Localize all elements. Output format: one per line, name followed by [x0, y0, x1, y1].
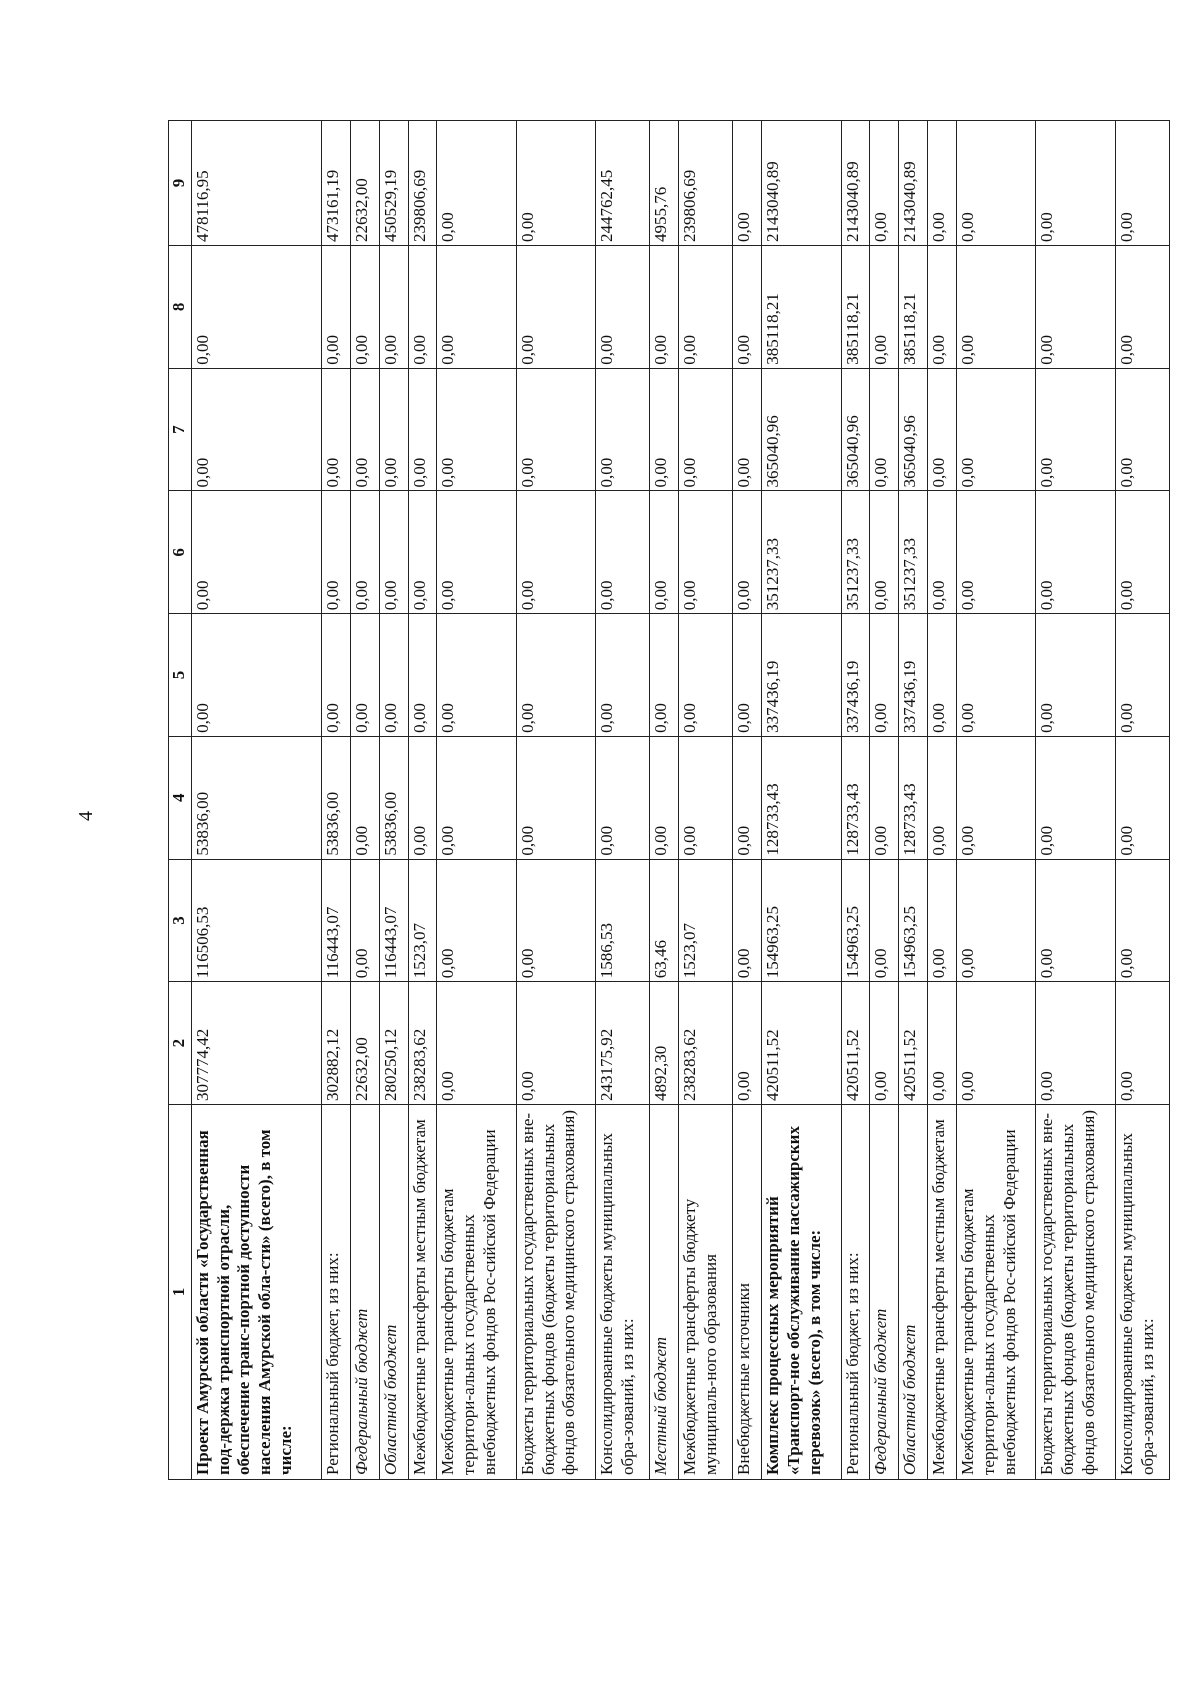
value-cell: 0,00	[350, 491, 379, 614]
row-label: Бюджеты территориальных государственных вне-бюджетных фондов (бюджеты территориальных фондов обязательного медицинского страхования)	[1036, 1105, 1115, 1480]
table-row	[733, 121, 762, 1480]
table-header-row	[169, 121, 192, 1480]
value-cell: 0,00	[192, 491, 322, 614]
table-row	[899, 121, 928, 1480]
value-cell: 0,00	[516, 121, 595, 246]
value-cell: 0,00	[679, 246, 733, 369]
table-row	[192, 121, 322, 1480]
table-row	[1036, 121, 1115, 1480]
value-cell: 128733,43	[899, 736, 928, 859]
row-label: Областной бюджет	[379, 1105, 408, 1480]
column-header: 6	[169, 491, 192, 614]
value-cell: 365040,96	[841, 368, 870, 491]
value-cell: 128733,43	[841, 736, 870, 859]
value-cell: 0,00	[957, 368, 1036, 491]
value-cell: 2143040,89	[841, 121, 870, 246]
value-cell: 0,00	[437, 491, 516, 614]
value-cell: 53836,00	[192, 736, 322, 859]
table-row	[841, 121, 870, 1480]
value-cell: 0,00	[516, 859, 595, 982]
value-cell: 0,00	[1036, 368, 1115, 491]
value-cell: 0,00	[1036, 246, 1115, 369]
value-cell: 0,00	[957, 246, 1036, 369]
value-cell: 238283,62	[408, 982, 437, 1105]
value-cell: 0,00	[596, 246, 650, 369]
budget-table	[168, 120, 1170, 1480]
value-cell: 0,00	[733, 121, 762, 246]
row-label: Региональный бюджет, из них:	[841, 1105, 870, 1480]
value-cell: 0,00	[870, 121, 899, 246]
value-cell: 280250,12	[379, 982, 408, 1105]
row-label: Бюджеты территориальных государственных вне-бюджетных фондов (бюджеты территориальных фондов обязательного медицинского страхования)	[516, 1105, 595, 1480]
value-cell: 337436,19	[762, 614, 841, 737]
table-body	[192, 121, 1170, 1480]
value-cell: 0,00	[596, 736, 650, 859]
value-cell: 0,00	[516, 491, 595, 614]
value-cell: 0,00	[437, 736, 516, 859]
value-cell: 0,00	[957, 121, 1036, 246]
value-cell: 385118,21	[841, 246, 870, 369]
value-cell: 0,00	[516, 736, 595, 859]
row-label: Областной бюджет	[899, 1105, 928, 1480]
table-row	[650, 121, 679, 1480]
column-header: 4	[169, 736, 192, 859]
value-cell: 0,00	[928, 859, 957, 982]
value-cell: 0,00	[350, 614, 379, 737]
value-cell: 0,00	[408, 491, 437, 614]
value-cell: 4955,76	[650, 121, 679, 246]
value-cell: 244762,45	[596, 121, 650, 246]
value-cell: 0,00	[870, 491, 899, 614]
row-label: Региональный бюджет, из них:	[321, 1105, 350, 1480]
value-cell: 420511,52	[899, 982, 928, 1105]
table-row	[762, 121, 841, 1480]
value-cell: 0,00	[733, 491, 762, 614]
value-cell: 0,00	[596, 368, 650, 491]
value-cell: 0,00	[733, 736, 762, 859]
value-cell: 365040,96	[762, 368, 841, 491]
table-row	[321, 121, 350, 1480]
value-cell: 0,00	[379, 246, 408, 369]
value-cell: 0,00	[679, 491, 733, 614]
value-cell: 0,00	[321, 491, 350, 614]
row-label: Консолидированные бюджеты муниципальных обра-зований, из них:	[596, 1105, 650, 1480]
value-cell: 385118,21	[899, 246, 928, 369]
value-cell: 0,00	[679, 368, 733, 491]
value-cell: 0,00	[870, 246, 899, 369]
value-cell: 0,00	[350, 368, 379, 491]
value-cell: 0,00	[957, 982, 1036, 1105]
table-row	[350, 121, 379, 1480]
value-cell: 4892,30	[650, 982, 679, 1105]
column-header: 9	[169, 121, 192, 246]
value-cell: 53836,00	[321, 736, 350, 859]
value-cell: 0,00	[650, 246, 679, 369]
value-cell: 0,00	[1036, 736, 1115, 859]
value-cell: 0,00	[379, 491, 408, 614]
value-cell: 0,00	[957, 859, 1036, 982]
value-cell: 0,00	[650, 614, 679, 737]
value-cell: 0,00	[516, 982, 595, 1105]
value-cell: 0,00	[408, 614, 437, 737]
column-header: 7	[169, 368, 192, 491]
value-cell: 478116,95	[192, 121, 322, 246]
value-cell: 0,00	[516, 368, 595, 491]
row-label: Межбюджетные трансферты местным бюджетам	[928, 1105, 957, 1480]
table-row	[408, 121, 437, 1480]
value-cell: 450529,19	[379, 121, 408, 246]
value-cell: 0,00	[870, 982, 899, 1105]
value-cell: 0,00	[650, 736, 679, 859]
value-cell: 0,00	[1036, 121, 1115, 246]
value-cell: 0,00	[321, 246, 350, 369]
value-cell: 1586,53	[596, 859, 650, 982]
value-cell: 0,00	[1115, 859, 1169, 982]
value-cell: 0,00	[379, 368, 408, 491]
row-label: Федеральный бюджет	[350, 1105, 379, 1480]
value-cell: 0,00	[957, 736, 1036, 859]
value-cell: 0,00	[192, 614, 322, 737]
value-cell: 128733,43	[762, 736, 841, 859]
value-cell: 0,00	[596, 614, 650, 737]
column-header: 3	[169, 859, 192, 982]
value-cell: 0,00	[321, 368, 350, 491]
value-cell: 0,00	[192, 368, 322, 491]
row-label: Межбюджетные трансферты местным бюджетам	[408, 1105, 437, 1480]
table-row	[379, 121, 408, 1480]
value-cell: 0,00	[379, 614, 408, 737]
value-cell: 116443,07	[379, 859, 408, 982]
value-cell: 2143040,89	[899, 121, 928, 246]
value-cell: 1523,07	[408, 859, 437, 982]
value-cell: 0,00	[350, 246, 379, 369]
value-cell: 0,00	[408, 736, 437, 859]
value-cell: 0,00	[1115, 368, 1169, 491]
value-cell: 0,00	[928, 614, 957, 737]
value-cell: 0,00	[1115, 736, 1169, 859]
value-cell: 0,00	[437, 982, 516, 1105]
value-cell: 154963,25	[762, 859, 841, 982]
value-cell: 0,00	[1115, 614, 1169, 737]
value-cell: 0,00	[928, 246, 957, 369]
row-label: Консолидированные бюджеты муниципальных обра-зований, из них:	[1115, 1105, 1169, 1480]
value-cell: 307774,42	[192, 982, 322, 1105]
value-cell: 239806,69	[408, 121, 437, 246]
value-cell: 420511,52	[841, 982, 870, 1105]
value-cell: 351237,33	[762, 491, 841, 614]
value-cell: 63,46	[650, 859, 679, 982]
value-cell: 0,00	[408, 246, 437, 369]
value-cell: 243175,92	[596, 982, 650, 1105]
row-label: Межбюджетные трансферты бюджетам территори-альных государственных внебюджетных фондов Рос-сийской Федерации	[957, 1105, 1036, 1480]
value-cell: 154963,25	[899, 859, 928, 982]
value-cell: 302882,12	[321, 982, 350, 1105]
table-row	[1115, 121, 1169, 1480]
value-cell: 239806,69	[679, 121, 733, 246]
value-cell: 0,00	[437, 121, 516, 246]
rotated-table-container	[168, 120, 1170, 1480]
value-cell: 0,00	[733, 368, 762, 491]
column-header: 1	[169, 1105, 192, 1480]
value-cell: 0,00	[350, 859, 379, 982]
value-cell: 473161,19	[321, 121, 350, 246]
value-cell: 0,00	[1115, 982, 1169, 1105]
value-cell: 337436,19	[841, 614, 870, 737]
value-cell: 1523,07	[679, 859, 733, 982]
row-label: Межбюджетные трансферты бюджетам территори-альных государственных внебюджетных фондов Рос-сийской Федерации	[437, 1105, 516, 1480]
page-number: 4	[75, 811, 97, 821]
row-label: Внебюджетные источники	[733, 1105, 762, 1480]
value-cell: 0,00	[928, 368, 957, 491]
value-cell: 0,00	[870, 614, 899, 737]
value-cell: 365040,96	[899, 368, 928, 491]
value-cell: 0,00	[408, 368, 437, 491]
value-cell: 0,00	[733, 614, 762, 737]
column-header: 8	[169, 246, 192, 369]
value-cell: 0,00	[437, 368, 516, 491]
row-label: Местный бюджет	[650, 1105, 679, 1480]
column-header: 2	[169, 982, 192, 1105]
value-cell: 0,00	[192, 246, 322, 369]
value-cell: 53836,00	[379, 736, 408, 859]
table-row	[928, 121, 957, 1480]
value-cell: 0,00	[516, 246, 595, 369]
value-cell: 0,00	[650, 368, 679, 491]
row-label: Федеральный бюджет	[870, 1105, 899, 1480]
value-cell: 0,00	[437, 246, 516, 369]
value-cell: 0,00	[957, 491, 1036, 614]
table-row	[870, 121, 899, 1480]
value-cell: 0,00	[1036, 982, 1115, 1105]
value-cell: 0,00	[870, 859, 899, 982]
value-cell: 0,00	[1115, 246, 1169, 369]
row-label: Комплекс процессных мероприятий «Транспорт-ное обслуживание пассажирских перевозок» (всего), в том числе:	[762, 1105, 841, 1480]
value-cell: 0,00	[1115, 491, 1169, 614]
table-row	[679, 121, 733, 1480]
value-cell: 22632,00	[350, 121, 379, 246]
value-cell: 0,00	[1115, 121, 1169, 246]
value-cell: 0,00	[733, 982, 762, 1105]
value-cell: 0,00	[350, 736, 379, 859]
value-cell: 154963,25	[841, 859, 870, 982]
value-cell: 0,00	[437, 614, 516, 737]
table-row	[516, 121, 595, 1480]
value-cell: 0,00	[928, 736, 957, 859]
value-cell: 351237,33	[841, 491, 870, 614]
value-cell: 2143040,89	[762, 121, 841, 246]
value-cell: 0,00	[650, 491, 679, 614]
column-header: 5	[169, 614, 192, 737]
value-cell: 0,00	[679, 736, 733, 859]
value-cell: 0,00	[679, 614, 733, 737]
row-label: Межбюджетные трансферты бюджету муниципаль-ного образования	[679, 1105, 733, 1480]
value-cell: 0,00	[870, 368, 899, 491]
value-cell: 0,00	[596, 491, 650, 614]
value-cell: 420511,52	[762, 982, 841, 1105]
row-label: Проект Амурской области «Государственная под-держка транспортной отрасли, обеспечение транс-портной доступности населения Амурской обла-сти» (всего), в том числе:	[192, 1105, 322, 1480]
value-cell: 351237,33	[899, 491, 928, 614]
value-cell: 0,00	[1036, 491, 1115, 614]
value-cell: 0,00	[870, 736, 899, 859]
value-cell: 0,00	[733, 859, 762, 982]
value-cell: 0,00	[928, 121, 957, 246]
value-cell: 0,00	[928, 982, 957, 1105]
value-cell: 22632,00	[350, 982, 379, 1105]
value-cell: 0,00	[957, 614, 1036, 737]
value-cell: 0,00	[1036, 614, 1115, 737]
value-cell: 385118,21	[762, 246, 841, 369]
value-cell: 0,00	[928, 491, 957, 614]
value-cell: 0,00	[1036, 859, 1115, 982]
table-row	[437, 121, 516, 1480]
value-cell: 116443,07	[321, 859, 350, 982]
value-cell: 116506,53	[192, 859, 322, 982]
table-row	[957, 121, 1036, 1480]
value-cell: 0,00	[321, 614, 350, 737]
table-row	[596, 121, 650, 1480]
value-cell: 0,00	[733, 246, 762, 369]
value-cell: 0,00	[516, 614, 595, 737]
value-cell: 0,00	[437, 859, 516, 982]
value-cell: 238283,62	[679, 982, 733, 1105]
value-cell: 337436,19	[899, 614, 928, 737]
